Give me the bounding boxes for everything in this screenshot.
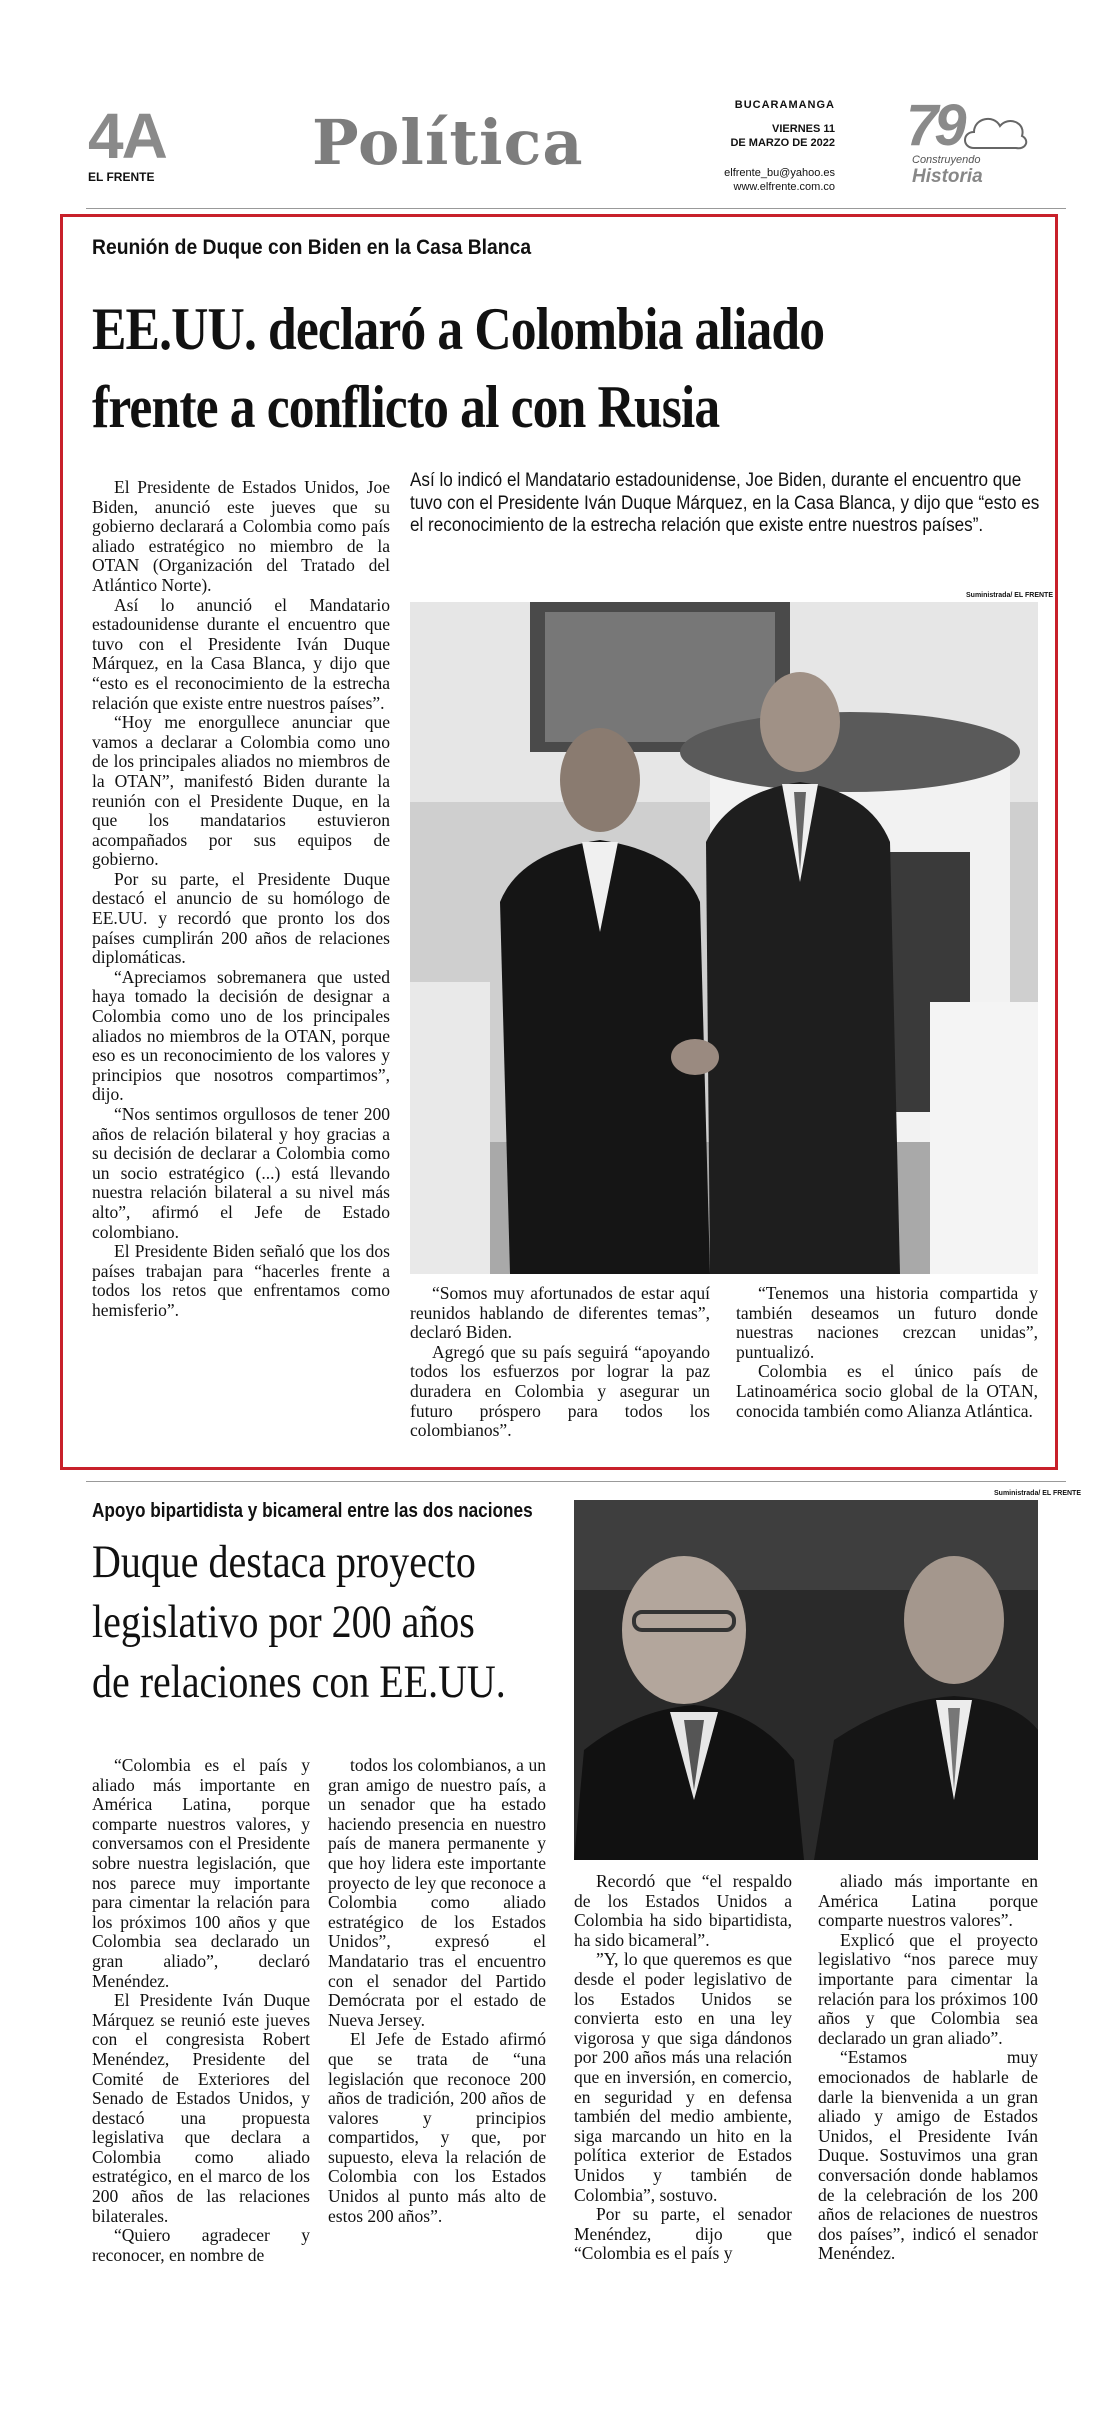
article1-col1-p7: El Presidente Biden señaló que los dos países trabajan para “hacerles frente a todos los retos que enfrentamos como hemisferio”. [92, 1241, 390, 1320]
article1-col2 [410, 1284, 710, 1441]
header-rule [86, 208, 1066, 209]
article1-col3 [736, 1284, 1038, 1421]
header-info [724, 98, 835, 194]
article1-col1-p1: El Presidente de Estados Unidos, Joe Biden, anunció este jueves que su gobierno declarará a Colombia como país aliado estratégico no miembro de la OTAN (Organización del Tratado del Atlántico Norte). [92, 477, 390, 595]
page-number: 4A [88, 100, 166, 172]
article1-lead: Así lo indicó el Mandatario estadounidense, Joe Biden, durante el encuentro que tuvo con el Presidente Iván Duque Márquez, en la Casa Blanca, y dijo que “esto es el reconocimiento de la estrecha relación que existe entre nuestros países”. [410, 470, 1040, 536]
city: BUCARAMANGA [734, 99, 835, 111]
article2-col4-p3: “Estamos muy emocionados de hablarle de darle la bienvenida a un gran aliado y amigo de Estados Unidos, el Presidente Iván Duque. Sostuvimos una gran conversación donde hablamos de la celebración de los 200 años de relaciones de nuestros dos países”, indicó el senador Menéndez. [818, 2047, 1038, 2264]
anniversary-logo [902, 93, 1052, 190]
article2-col4-p2: Explicó que el proyecto legislativo “nos parece muy importante para cimentar la relación para los próximos 100 años y que Colombia sea declarado un gran aliado”. [818, 1929, 1038, 2048]
article1-col1 [92, 478, 390, 1321]
article1-col1-p4: Por su parte, el Presidente Duque destacó el anuncio de su homólogo de EE.UU. y recordó que pronto los dos países cumplirán 200 años de relaciones diplomáticas. [92, 868, 390, 968]
article1-col3-p1: “Tenemos una historia compartida y también deseamos un futuro donde nuestras naciones crezcan unidas”, puntualizó. [736, 1283, 1038, 1362]
article1-headline-line2: frente a conflicto al con Rusia [92, 374, 720, 440]
article1-kicker: Reunión de Duque con Biden en la Casa Blanca [92, 236, 532, 259]
date-line2: DE MARZO DE 2022 [730, 137, 835, 149]
article2-col3-p1: Recordó que “el respaldo de los Estados Unidos a Colombia ha sido bipartidista, ha sido bicameral”. [574, 1871, 792, 1950]
article2-photo [574, 1500, 1038, 1860]
article2-col4-p1: aliado más importante en América Latina porque comparte nuestros valores”. [818, 1871, 1038, 1931]
article1-photo-credit: Suministrada/ EL FRENTE [966, 592, 1053, 599]
article2-col3-p3: Por su parte, el senador Menéndez, dijo que “Colombia es el país y [574, 2204, 792, 2264]
article1-col1-p6: “Nos sentimos orgullosos de tener 200 años de relación bilateral y hoy gracias a su decisión de declarar a Colombia como un socio estratégico (...) está llevando nuestra relación bilateral a su nivel más alto”, afirmó el Jefe de Estado colombiano. [92, 1104, 390, 1242]
article2-col3 [574, 1872, 792, 2264]
date-line1: VIERNES 11 [772, 123, 835, 135]
article2-kicker: Apoyo bipartidista y bicameral entre las dos naciones [92, 1500, 533, 1522]
article1-col1-p3: “Hoy me enorgullece anunciar que vamos a declarar a Colombia como uno de los principales aliados no miembros de la OTAN”, manifestó Biden durante la reunión con el Presidente Duque, en la que los mandatarios estuvieron acompañados por sus equipos de gobierno. [92, 712, 390, 870]
article2-col1-p2: El Presidente Iván Duque Márquez se reunió este jueves con el congresista Robert Menéndez, Presidente del Comité de Exteriores del Senado de Estados Unidos, y destacó una propuesta legislativa que declara a Colombia como aliado estratégico, en el marco de los 200 años de las relaciones bilaterales. [92, 1990, 310, 2226]
article2-headline-line2: legislativo por 200 años [92, 1596, 475, 1648]
email: elfrente_bu@yahoo.es [724, 167, 835, 179]
website: www.elfrente.com.co [733, 181, 835, 193]
article2-col2 [328, 1756, 546, 2226]
section-title: Política [312, 106, 584, 179]
article2-headline-line1: Duque destaca proyecto [92, 1536, 476, 1588]
article1-photo [410, 602, 1038, 1274]
article1-col3-p2: Colombia es el único país de Latinoamérica socio global de la OTAN, conocida también como Alianza Atlántica. [736, 1361, 1038, 1421]
cloud-icon [960, 104, 1030, 158]
anniversary-line1: Construyendo [912, 154, 981, 166]
handshake-photo-icon [410, 602, 1038, 1274]
article2-col1 [92, 1756, 310, 2265]
article1-col1-p5: “Apreciamos sobremanera que usted haya tomado la decisión de designar a Colombia como uno de los principales aliados no miembros de la OTAN, porque eso es un reconocimiento de los valores y principios que nosotros compartimos”, dijo. [92, 966, 390, 1105]
anniversary-line2: Historia [912, 166, 983, 187]
paper-name: EL FRENTE [88, 170, 155, 184]
article1-headline [92, 290, 1047, 446]
article2-col2-p2: El Jefe de Estado afirmó que se trata de “una legislación que reconoce 200 años de tradición, 200 años de valores y principios compartidos, y que, por supuesto, eleva la relación de Colombia con los Estados Unidos al punto más alto de estos 200 años”. [328, 2029, 546, 2226]
article1-col2-p2: Agregó que su país seguirá “apoyando todos los esfuerzos por lograr la paz duradera en Colombia y asegurar un futuro próspero para todos los colombianos”. [410, 1341, 710, 1441]
article2-col1-p1: “Colombia es el país y aliado más importante en América Latina, porque comparte nuestros valores, y conversamos con el Presidente sobre nuestra legislación, que nos parece muy importante para cimentar la relación para los próximos 100 años y que Colombia sea declarado un gran aliado”, declaró Menéndez. [92, 1755, 310, 1991]
senator-photo-icon [574, 1500, 1038, 1860]
article2-headline-line3: de relaciones con EE.UU. [92, 1656, 506, 1708]
article2-photo-credit: Suministrada/ EL FRENTE [994, 1490, 1081, 1497]
article2-col1-p3: “Quiero agradecer y reconocer, en nombre de [92, 2225, 310, 2265]
article2-col4 [818, 1872, 1038, 2264]
article-divider [86, 1481, 1066, 1482]
article1-col1-p2: Así lo anunció el Mandatario estadounidense durante el encuentro que tuvo con el Presidente Iván Duque Márquez, en la Casa Blanca, y dijo que “esto es el reconocimiento de la estrecha relación que existe entre nuestros países”. [92, 594, 390, 713]
article2-col3-p2: ”Y, lo que queremos es que desde el poder legislativo de los Estados Unidos se convierta esto en una ley vigorosa y que siga dándonos por 200 años más una relación que en inversión, en comercio, en seguridad y en defensa también del medio ambiente, siga marcando un hito en la política exterior de Estados Unidos y también de Colombia”, sostuvo. [574, 1949, 792, 2205]
anniversary-number: 79 [906, 93, 963, 158]
article1-headline-line1: EE.UU. declaró a Colombia aliado [92, 296, 825, 362]
article2-col2-p1: todos los colombianos, a un gran amigo de nuestro país, a un senador que ha estado haciendo presencia en nuestro país de manera permanente y que hoy lidera este importante proyecto de ley que reconoce a Colombia como aliado estratégico de los Estados Unidos”, expresó el Mandatario tras el encuentro con el senador del Partido Demócrata por el estado de Nueva Jersey. [328, 1755, 546, 2030]
article1-col2-p1: “Somos muy afortunados de estar aquí reunidos hablando de diferentes temas”, declaró Biden. [410, 1283, 710, 1343]
